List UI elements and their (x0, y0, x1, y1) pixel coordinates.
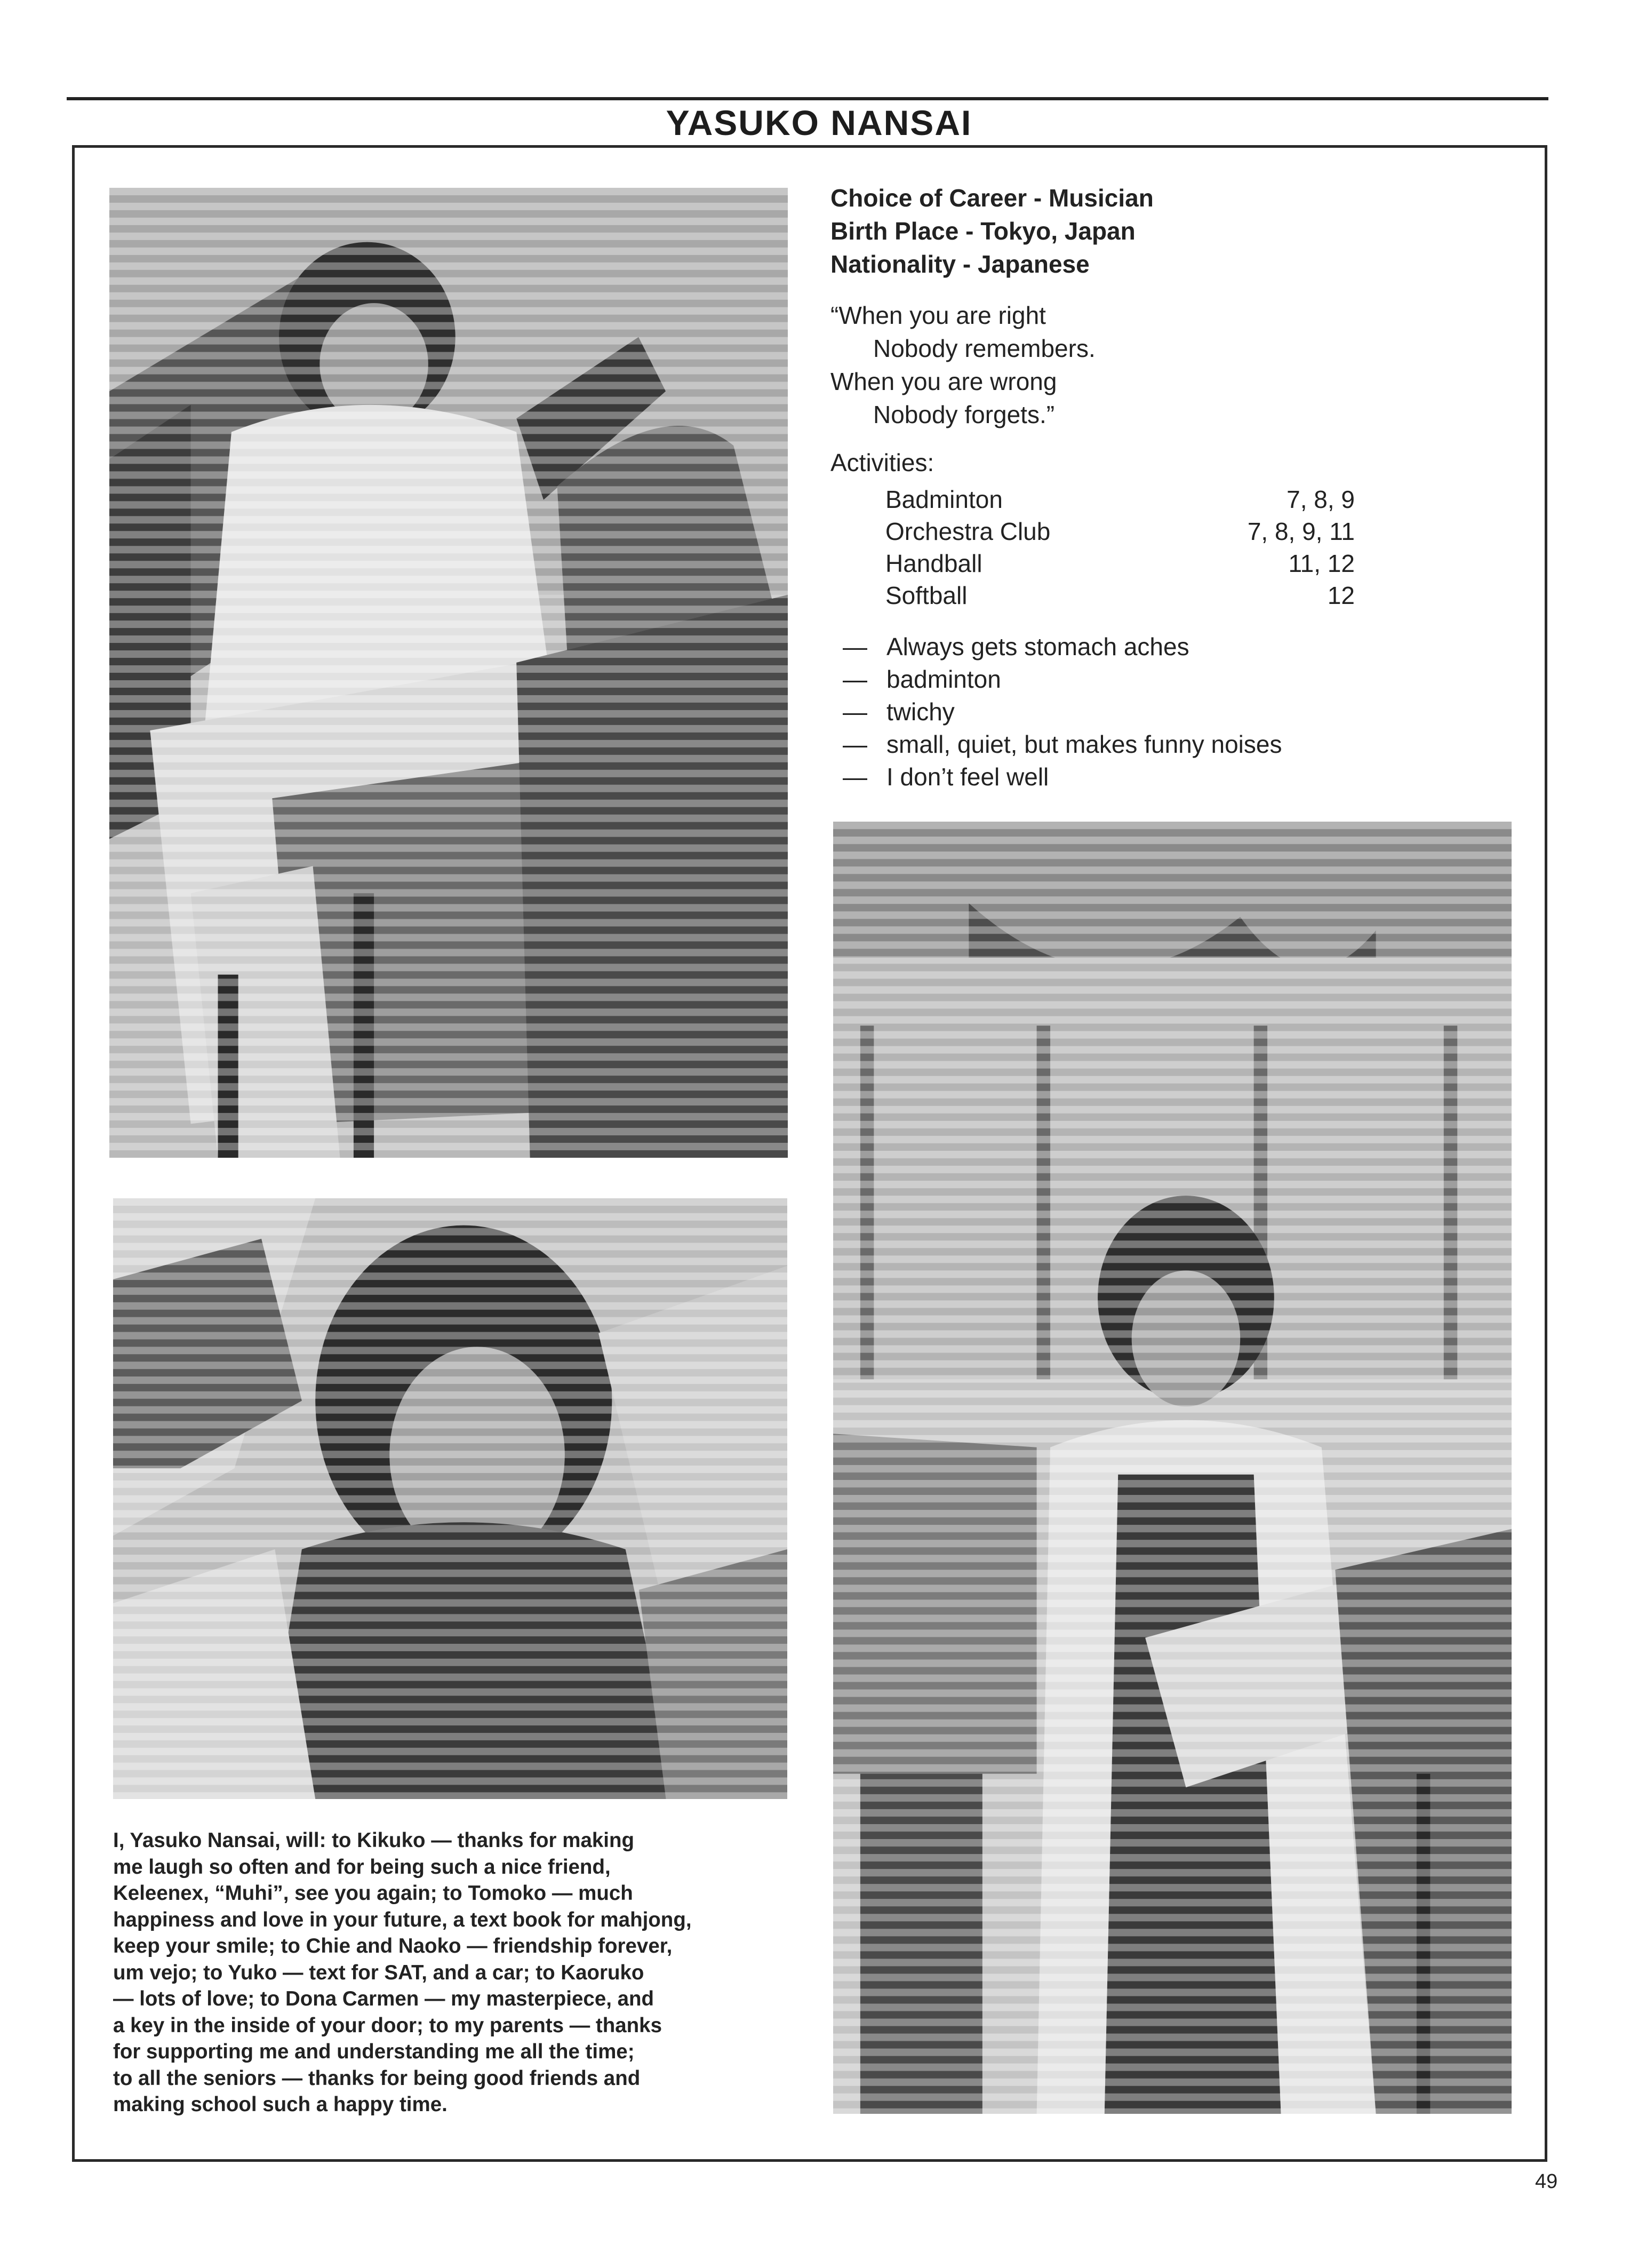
trait-text: I don’t feel well (886, 763, 1049, 791)
activity-grades: 7, 8, 9, 11 (1247, 518, 1355, 545)
photo-portrait-closeup (113, 1198, 787, 1799)
career-fact: Choice of Career - Musician (830, 184, 1154, 212)
will-line: to all the seniors — thanks for being good friends and (113, 2066, 641, 2090)
activities-table (885, 483, 1355, 611)
trait-text: small, quiet, but makes funny noises (886, 730, 1282, 758)
page-title: YASUKO NANSAI (666, 103, 972, 142)
trait-dash: — (843, 763, 867, 791)
page-number: 49 (1535, 2170, 1558, 2193)
quote (830, 299, 1096, 431)
quote-line: “When you are right (830, 301, 1046, 329)
photo-seated-at-desk (109, 188, 788, 1158)
trait-dash: — (843, 633, 867, 660)
trait-dash: — (843, 665, 867, 693)
quote-line: When you are wrong (830, 368, 1057, 395)
will-line: making school such a happy time. (113, 2093, 448, 2116)
trait-dash: — (843, 698, 867, 726)
activity-name: Softball (885, 582, 968, 609)
will-line: happiness and love in your future, a text book for mahjong, (113, 1908, 692, 1931)
activities-heading: Activities: (830, 449, 934, 476)
top-rule (67, 97, 1548, 100)
activity-grades: 12 (1327, 582, 1355, 609)
will-line: um vejo; to Yuko — text for SAT, and a car; to Kaoruko (113, 1961, 644, 1984)
trait-item (843, 761, 1282, 793)
traits-list (843, 631, 1282, 793)
trait-dash: — (843, 730, 867, 758)
nationality-fact: Nationality - Japanese (830, 250, 1090, 278)
will-line: — lots of love; to Dona Carmen — my masterpiece, and (113, 1987, 654, 2010)
trait-text: Always gets stomach aches (886, 633, 1189, 660)
trait-item (843, 696, 1282, 728)
activity-row (885, 547, 1355, 579)
trait-item (843, 728, 1282, 761)
activity-name: Orchestra Club (885, 518, 1051, 545)
profile-facts (830, 181, 1524, 281)
quote-line: Nobody remembers. (873, 335, 1096, 362)
will-line: I, Yasuko Nansai, will: to Kikuko — thanks for making (113, 1829, 634, 1852)
will-line: for supporting me and understanding me all the time; (113, 2040, 635, 2063)
trait-text: badminton (886, 665, 1001, 693)
will-line: keep your smile; to Chie and Naoko — friendship forever, (113, 1935, 673, 1957)
activity-row (885, 515, 1355, 547)
activity-row (885, 483, 1355, 515)
trait-item (843, 631, 1282, 663)
birthplace-fact: Birth Place - Tokyo, Japan (830, 217, 1136, 245)
photo-standing-with-book (833, 822, 1512, 2114)
will-line: Keleenex, “Muhi”, see you again; to Tomoko — much (113, 1882, 633, 1905)
activity-row (885, 579, 1355, 611)
will-line: a key in the inside of your door; to my parents — thanks (113, 2014, 662, 2037)
trait-item (843, 663, 1282, 696)
trait-text: twichy (886, 698, 955, 726)
quote-line: Nobody forgets.” (873, 401, 1055, 428)
activity-grades: 7, 8, 9 (1287, 486, 1355, 513)
activity-name: Badminton (885, 486, 1003, 513)
will-paragraph (113, 1827, 790, 2118)
activity-grades: 11, 12 (1288, 550, 1355, 577)
activity-name: Handball (885, 550, 982, 577)
will-line: me laugh so often and for being such a nice friend, (113, 1855, 611, 1879)
